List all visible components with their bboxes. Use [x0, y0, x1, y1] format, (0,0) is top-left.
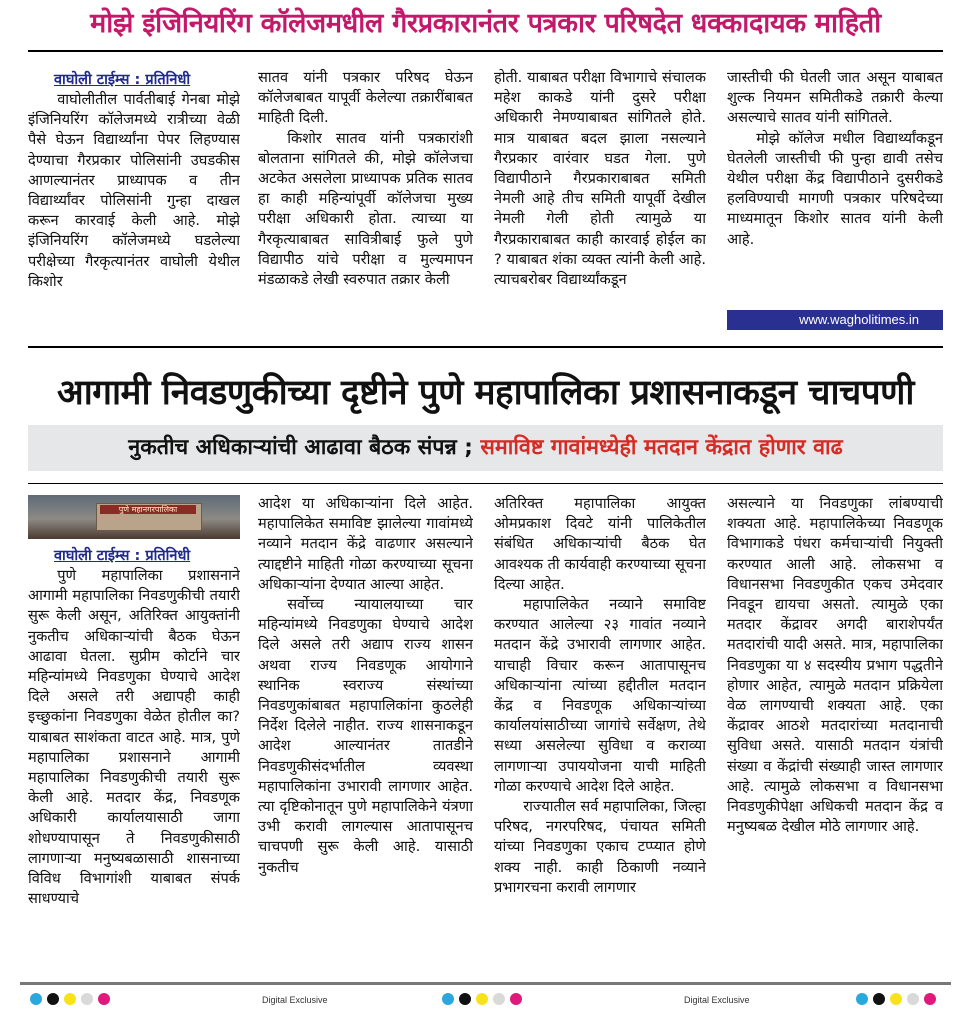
reg-dot-magenta: [510, 993, 522, 1005]
reg-dot-grey: [493, 993, 505, 1005]
article2-col2-para-2: सर्वोच्च न्यायालयाच्या चार महिन्यांमध्ये निवडणुका घेण्याचे आदेश दिले असले तरी अद्याप राज्य शासन अथवा राज्य निवडणूक आयोगाने स्थानिक स्वराज्य संस्थांच्या निवडणुकांबाबत महापालिकांना कुठलेही निर्देश दिलेले नाहीत. राज्य शासनाकडून आदेश आल्यानंतर तातडीने निवडणुकीसंदर्भातील व्यवस्था महापालिकांना उभारावी लागणार आहेत. त्या दृष्टिकोनातून पुणे महापालिकेने यंत्रणा उभी करावी लागल्यास आतापासूनच चाचपणी सुरू केली आहे. यासाठी नुकतीच: [258, 596, 473, 876]
article1-column-1: [28, 70, 240, 342]
reg-dot-cyan: [856, 993, 868, 1005]
article2-subhead-part2: समाविष्ट गावांमध्येही मतदान केंद्रात होणार वाढ: [480, 435, 843, 460]
article2-col3-para-2: महापालिकेत नव्याने समाविष्ट करण्यात आलेल्या २३ गावांत नव्याने मतदान केंद्रे उभारावी लागणार आहेत. याचाही विचार करून आतापासूनच अधिकाऱ्यांना त्यांच्या हद्दीतील मतदान केंद्र व निवडणूक अधिकाऱ्यांच्या कार्यालयांसाठीच्या जागांचे सर्वेक्षण, तेथे सध्या असलेल्या सुविधा व कराव्या लागणाऱ्या उपाययोजना याची माहिती गोळा करण्याचे आदेश दिले आहेत.: [494, 596, 706, 795]
footer-rule: [20, 982, 951, 985]
article2-subhead: [28, 425, 943, 471]
article1-headline: मोझे इंजिनियरिंग कॉलेजमधील गैरप्रकारानंतर पत्रकार परिषदेत धक्कादायक माहिती: [90, 8, 881, 39]
reg-dot-yellow: [64, 993, 76, 1005]
reg-dot-grey: [907, 993, 919, 1005]
article2-col3-para-3: राज्यातील सर्व महापालिका, जिल्हा परिषद, नगरपरिषद, पंचायत समिती यांच्या निवडणुका एकाच टप्प्यात होणे शक्य नाही. काही ठिकाणी नव्याने प्रभागरचना करावी लागणार: [494, 798, 706, 896]
article1-col2-para-2: किशोर सातव यांनी पत्रकारांशी बोलताना सांगितले की, मोझे कॉलेजचा अटकेत असलेला प्राध्यापक प्रतिक सातव हा काही महिन्यांपूर्वी कॉलेजचा मुख्य परीक्षा अधिकारी होता. त्याच्या या गैरकृत्याबाबत सावित्रीबाई फुले पुणे विद्यापीठ यांचे परीक्षा व मुल्यमापन मंडळाकडे लेखी स्वरुपात तक्रार केली: [258, 129, 473, 289]
registration-dots-center: [442, 993, 527, 1007]
reg-dot-black: [459, 993, 471, 1005]
article1-column-3: [494, 68, 706, 342]
article2-col1-para-1: पुणे महापालिका प्रशासनाने आगामी महापालिका निवडणुकीची तयारी सुरू केली असून, अतिरिक्त आयुक्तांनी नुकतीच अधिकाऱ्यांची बैठक घेऊन आढावा घेतला. सुप्रीम कोर्टाने चार महिन्यांमध्ये निवडणुका घेण्याचे आदेश दिले असले तरी अद्यापही काही इच्छुकांना निवडणुका वेळेत होतील का? याबाबत साशंकता वाटत आहे. मात्र, पुणे महापालिका प्रशासनाने आगामी महापालिका निवडणुकीची तयारी सुरू केली आहे. मतदार केंद्र, निवडणूक अधिकारी कार्यालयासाठी जागा शोधण्यापासून ते निवडणुकीसाठी लागणाऱ्या मनुष्यबळासाठी शासनाच्या विविध विभागांशी याबाबत संपर्क साधण्याचे: [28, 567, 240, 908]
article1-col4-para-1: जास्तीची फी घेतली जात असून याबाबत शुल्क नियमन समितीकडे तक्रारी केल्या असल्याचे सातव यांनी सांगितले.: [727, 69, 943, 127]
reg-dot-black: [47, 993, 59, 1005]
reg-dot-grey: [81, 993, 93, 1005]
article2-col3-para-1: अतिरिक्त महापालिका आयुक्त ओमप्रकाश दिवटे यांनी पालिकेतील संबंधित अधिकाऱ्यांची बैठक घेत आवश्यक ती कार्यवाही करण्याच्या सूचना दिल्या आहेत.: [494, 495, 706, 593]
article2-column-1: [28, 546, 240, 976]
reg-dot-magenta: [924, 993, 936, 1005]
reg-dot-yellow: [476, 993, 488, 1005]
article2-subhead-part1: नुकतीच अधिकाऱ्यांची आढावा बैठक संपन्न ;: [128, 435, 481, 460]
article2-col4-para-1: असल्याने या निवडणुका लांबण्याची शक्यता आहे. महापालिकेच्या निवडणूक विभागाकडे पंधरा कर्मचाऱ्यांची नियुक्ती करण्यात आली आहे. लोकसभा व विधानसभा निवडणुकीत एकच उमेदवार निवडून द्यायचा असतो. त्यामुळे एका मतदार केंद्रावर अगदी बाराशेपर्यंत मतदारांची यादी असते. मात्र, महापालिका निवडणुका या ४ सदस्यीय प्रभाग पद्धतीने होणार आहेत, त्यामुळे मतदान प्रक्रियेला वेळ लागण्याची शक्यता आहे. एका केंद्रावर आठशे मतदारांच्या मतदानाची सुविधा असते. यासाठी मतदान यंत्रांची संख्या व केंद्रांची संख्याही जास्त लागणार आहे. त्यामुळे लोकसभा व विधानसभा निवडणुकीपेक्षा अधिकची मतदान केंद्र व मनुष्यबळ देखील मोठे लागणार आहे.: [727, 495, 943, 836]
registration-dots-left: [30, 993, 115, 1007]
reg-dot-magenta: [98, 993, 110, 1005]
reg-dot-black: [873, 993, 885, 1005]
registration-dots-right: [856, 993, 941, 1007]
pmc-building-photo: [28, 495, 240, 539]
article2-column-4: [727, 494, 943, 976]
reg-dot-cyan: [30, 993, 42, 1005]
footer-label-left: Digital Exclusive: [262, 995, 328, 1005]
article2-top-rule: [28, 483, 943, 484]
article2-column-3: [494, 494, 706, 976]
website-banner: www.wagholitimes.in: [727, 310, 943, 330]
article1-column-2: [258, 68, 473, 342]
article1-col3-para-1: होती. याबाबत परीक्षा विभागाचे संचालक महेश काकडे यांनी दुसरे परीक्षा अधिकारी नेमण्याबाबत सांगितले होते. मात्र याबाबत बदल झाला नसल्याने गैरप्रकार वारंवार घडत गेला. पुणे विद्यापीठाने गैरप्रकाराबाबत समिती नेमली आहे तीच समिती यापूर्वी देखील नेमली गेली होती त्यामुळे या गैरप्रकाराबाबत काही कारवाई होईल का ? याबाबत शंका व्यक्त त्यांनी केली आहे. त्याचबरोबर विद्यार्थ्यांकडून: [494, 69, 706, 289]
article1-col2-para-1: सातव यांनी पत्रकार परिषद घेऊन कॉलेजबाबत यापूर्वी केलेल्या तक्रारींबाबत माहिती दिली.: [258, 69, 473, 127]
article1-column-4: [727, 68, 943, 308]
building-sign: पुणे महानगरपालिका: [100, 505, 196, 514]
article2-col2-para-1: आदेश या अधिकाऱ्यांना दिले आहेत. महापालिकेत समाविष्ट झालेल्या गावांमध्ये नव्याने मतदान केंद्रे वाढणार असल्याने त्याद्दष्टीने माहिती गोळा करण्याच्या सूचना अधिकाऱ्यांना देण्यात आल्या आहेत.: [258, 495, 473, 593]
reg-dot-cyan: [442, 993, 454, 1005]
article1-top-rule: [28, 50, 943, 52]
article2-byline: वाघोली टाईम्स : प्रतिनिधी: [54, 548, 191, 564]
article1-bottom-rule: [28, 346, 943, 348]
article2-headline: आगामी निवडणुकीच्या दृष्टीने पुणे महापालिका प्रशासनाकडून चाचपणी: [57, 373, 914, 413]
article2-column-2: [258, 494, 473, 976]
reg-dot-yellow: [890, 993, 902, 1005]
article1-col4-para-2: मोझे कॉलेज मधील विद्यार्थ्यांकडून घेतलेली जास्तीची फी पुन्हा द्यावी तसेच येथील परीक्षा केंद्र विद्यापीठाने दुसरीकडे हलविण्याची मागणी पत्रकार परिषदेच्या माध्यमातून किशोर सातव यांनी केली आहे.: [727, 129, 943, 248]
article1-col1-para-1: वाघोलीतील पार्वतीबाई गेनबा मोझे इंजिनियरिंग कॉलेजमध्ये रात्रीच्या वेळी पैसे घेऊन विद्यार्थ्यांना पेपर लिहण्यास देण्याचा गैरप्रकार पोलिसांनी उघडकीस आणल्यानंतर प्राध्यापक व तीन विद्यार्थ्यांवर पोलिसांनी गुन्हा दाखल करून कारवाई केली आहे. मोझे इंजिनियरिंग कॉलेजमध्ये घडलेल्या परीक्षेच्या गैरकृत्यानंतर वाघोली येथील किशोर: [28, 91, 240, 290]
footer-label-right: Digital Exclusive: [684, 995, 750, 1005]
article1-byline: वाघोली टाईम्स : प्रतिनिधी: [54, 72, 191, 88]
